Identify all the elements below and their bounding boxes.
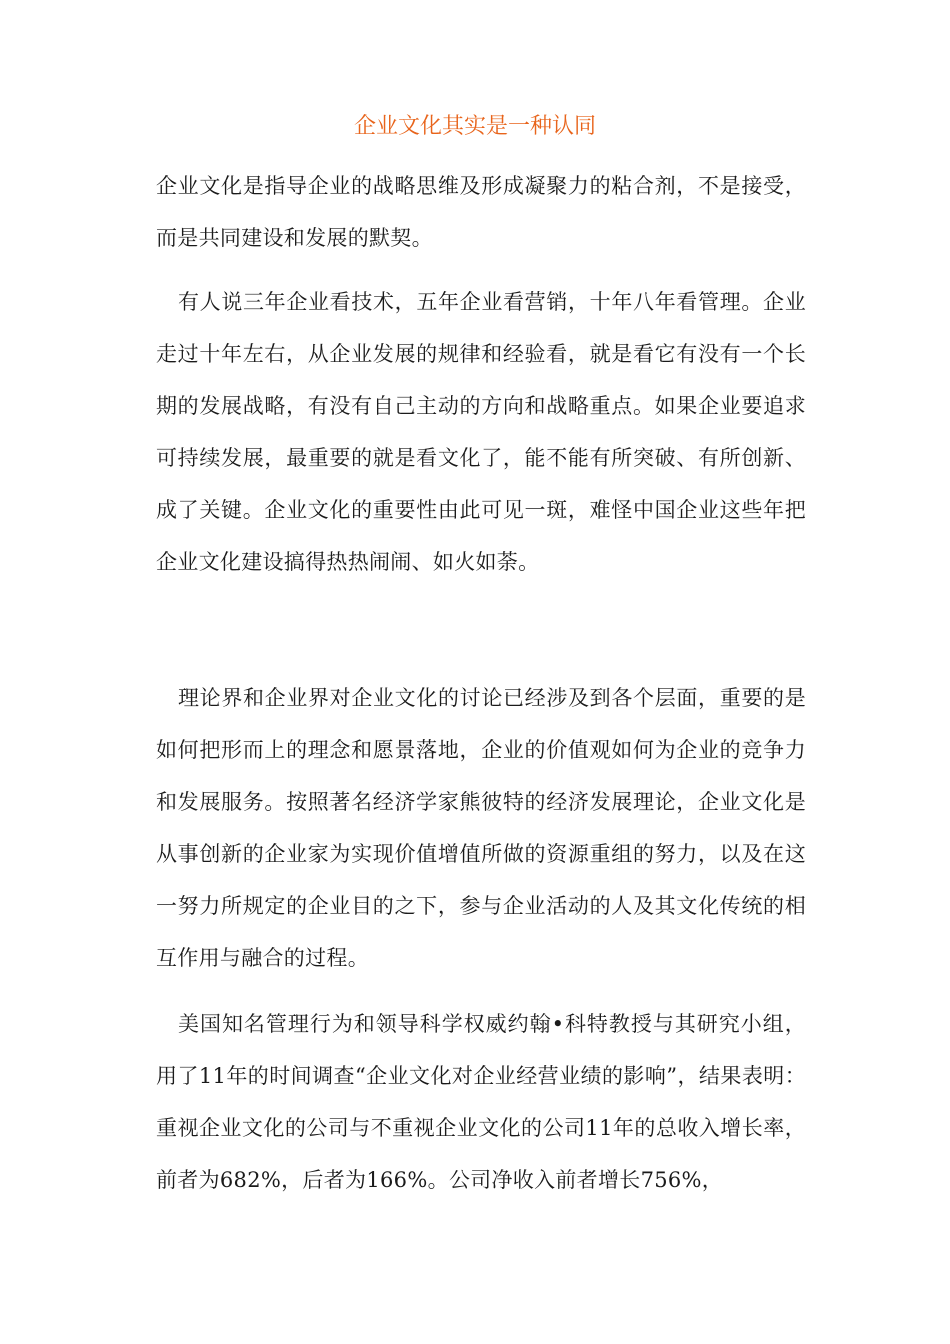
paragraph-3: 理论界和企业界对企业文化的讨论已经涉及到各个层面，重要的是如何把形而上的理念和愿景落地，企业的价值观如何为企业的竞争力和发展服务。按照著名经济学家熊彼特的经济发展理论，企业文化是从事创新的企业家为实现价值增值所做的资源重组的努力，以及在这一努力所规定的企业目的之下，参与企业活动的人及其文化传统的相互作用与融合的过程。	[156, 686, 806, 970]
paragraph-4: 美国知名管理行为和领导科学权威约翰•科特教授与其研究小组，用了11年的时间调查“企业文化对企业经营业绩的影响”，结果表明：重视企业文化的公司与不重视企业文化的公司11年的总收入增长率，前者为682%，后者为166%。公司净收入前者增长756%，	[156, 1012, 806, 1192]
document-title: 企业文化其实是一种认同	[353, 114, 596, 139]
paragraph-1: 企业文化是指导企业的战略思维及形成凝聚力的粘合剂，不是接受，而是共同建设和发展的默契。	[156, 174, 806, 250]
paragraph-2: 有人说三年企业看技术，五年企业看营销，十年八年看管理。企业走过十年左右，从企业发展的规律和经验看，就是看它有没有一个长期的发展战略，有没有自己主动的方向和战略重点。如果企业要追求可持续发展，最重要的就是看文化了，能不能有所突破、有所创新、成了关键。企业文化的重要性由此可见一斑，难怪中国企业这些年把企业文化建设搞得热热闹闹、如火如荼。	[156, 290, 806, 574]
